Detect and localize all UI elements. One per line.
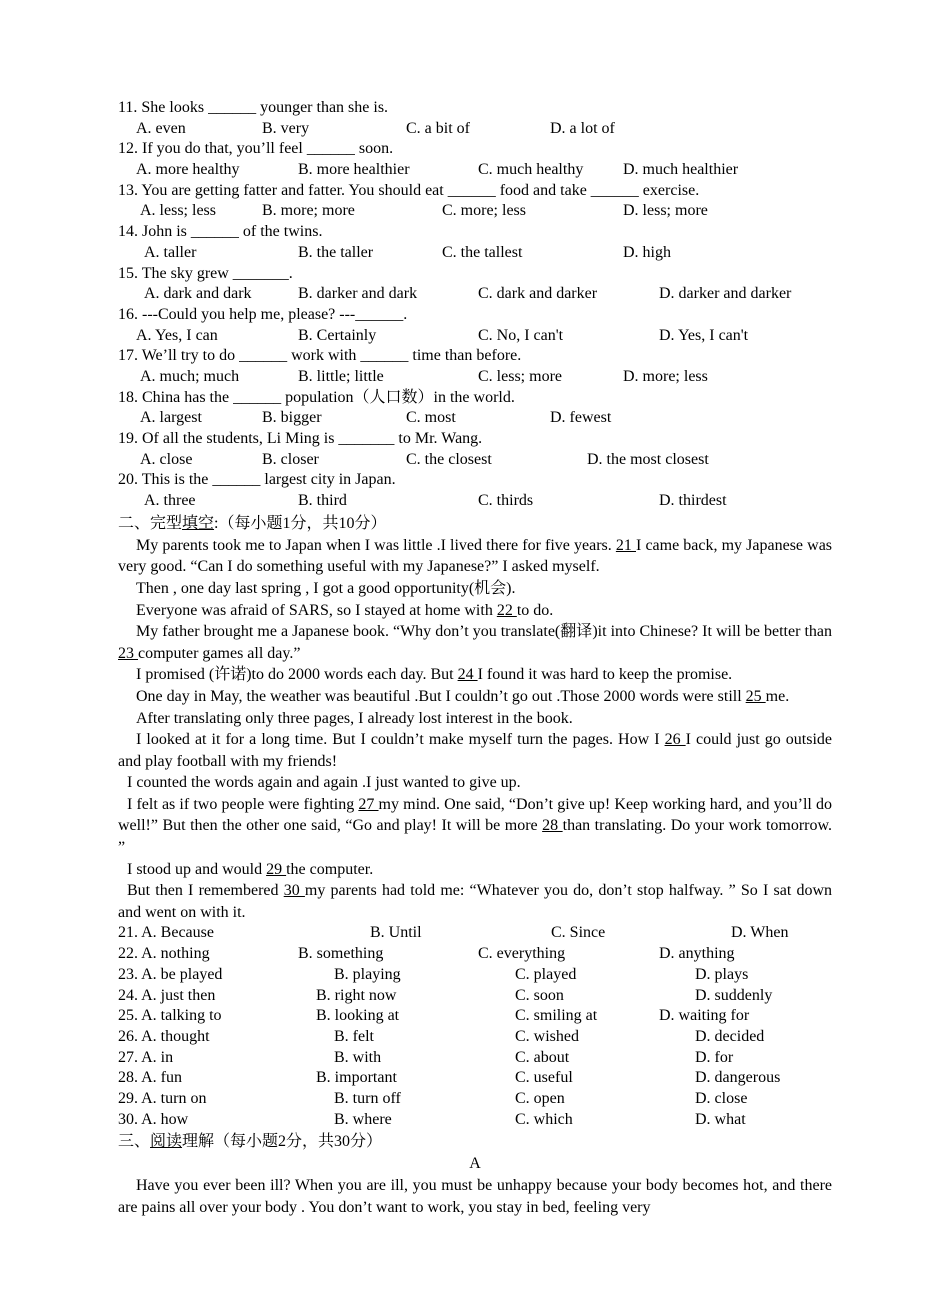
cloze-text: my mind. One said, “Don’t give up! Keep working hard, and you’ll do well!” But then the other one said, “Go and play! It will be more bbox=[118, 795, 832, 835]
question-stem: 16. ---Could you help me, please? ---______. bbox=[118, 305, 408, 323]
cloze-paragraph bbox=[118, 535, 832, 578]
answer-row bbox=[118, 944, 832, 965]
section-2-underlined: 填空 bbox=[182, 514, 215, 532]
cloze-text: Then , one day last spring , I got a good opportunity(机会). bbox=[136, 579, 516, 597]
passage-label: A bbox=[469, 1155, 481, 1173]
cloze-text: My parents took me to Japan when I was little .I lived there for five years. bbox=[136, 536, 616, 554]
cloze-paragraph bbox=[118, 664, 832, 686]
cloze-text: I found it was hard to keep the promise. bbox=[477, 666, 733, 684]
answer-option: B. looking at bbox=[316, 1007, 400, 1025]
question-options bbox=[118, 284, 832, 305]
answer-option: C. everything bbox=[478, 945, 566, 963]
option-d: D. the most closest bbox=[587, 450, 709, 468]
cloze-paragraph bbox=[118, 708, 832, 730]
question-stem: 12. If you do that, you’ll feel ______ soon. bbox=[118, 140, 394, 158]
answer-option: D. plays bbox=[695, 965, 749, 983]
option-a: A. dark and dark bbox=[144, 285, 252, 303]
question-stem: 18. China has the ______ population（人口数）in the world. bbox=[118, 388, 515, 406]
option-b: B. darker and dark bbox=[298, 285, 418, 303]
blank-26: 26 bbox=[664, 731, 686, 749]
option-d: D. thirdest bbox=[659, 492, 727, 510]
answer-option: 27. A. in bbox=[118, 1048, 174, 1066]
cloze-text: I promised (许诺)to do 2000 words each day. But bbox=[136, 666, 458, 684]
option-a: A. taller bbox=[144, 243, 197, 261]
answer-row bbox=[118, 1027, 832, 1048]
cloze-paragraph bbox=[118, 621, 832, 664]
section-2-heading bbox=[118, 513, 832, 535]
section-3-suffix: 理解（每小题2分，共30分） bbox=[182, 1133, 383, 1151]
option-a: A. largest bbox=[140, 409, 202, 427]
answer-row bbox=[118, 1048, 832, 1069]
option-c: C. less; more bbox=[478, 367, 562, 385]
blank-21: 21 bbox=[615, 536, 636, 554]
answer-option: B. with bbox=[334, 1048, 382, 1066]
cloze-text: My father brought me a Japanese book. “Why don’t you translate(翻译)it into Chinese? It will be better than bbox=[136, 623, 832, 641]
blank-28: 28 bbox=[542, 817, 563, 835]
question-options bbox=[118, 408, 832, 429]
option-a: A. three bbox=[144, 492, 196, 510]
option-c: C. a bit of bbox=[406, 119, 470, 137]
answer-row bbox=[118, 1110, 832, 1131]
answer-option: B. important bbox=[316, 1069, 397, 1087]
section-3-prefix: 三、 bbox=[118, 1133, 151, 1151]
answer-row bbox=[118, 1089, 832, 1110]
answer-option: B. something bbox=[298, 945, 384, 963]
question-stem: 14. John is ______ of the twins. bbox=[118, 223, 323, 241]
answer-option: 28. A. fun bbox=[118, 1069, 182, 1087]
question-options bbox=[118, 326, 832, 347]
answer-option: D. decided bbox=[695, 1027, 765, 1045]
answer-option: D. dangerous bbox=[695, 1069, 781, 1087]
section-2-prefix: 二、完型 bbox=[118, 514, 183, 532]
option-b: B. more; more bbox=[262, 202, 355, 220]
cloze-paragraph bbox=[118, 686, 832, 708]
option-c: C. No, I can't bbox=[478, 326, 564, 344]
answer-option: B. where bbox=[334, 1110, 392, 1128]
answer-option: C. which bbox=[515, 1110, 573, 1128]
option-a: A. less; less bbox=[140, 202, 216, 220]
option-c: C. dark and darker bbox=[478, 285, 598, 303]
answer-row bbox=[118, 1006, 832, 1027]
answer-row bbox=[118, 1068, 832, 1089]
option-d: D. fewest bbox=[550, 409, 612, 427]
blank-23: 23 bbox=[118, 644, 138, 662]
answer-option: 25. A. talking to bbox=[118, 1007, 222, 1025]
cloze-paragraph bbox=[118, 794, 832, 859]
cloze-text: I could just go outside and play football with my friends! bbox=[118, 731, 833, 770]
question-stem: 20. This is the ______ largest city in Japan. bbox=[118, 471, 396, 489]
cloze-text: I stood up and would bbox=[127, 860, 267, 878]
answer-option: C. smiling at bbox=[515, 1007, 598, 1025]
exam-page bbox=[118, 98, 832, 1219]
option-c: C. much healthy bbox=[478, 161, 584, 179]
option-a: A. even bbox=[136, 119, 186, 137]
option-a: A. more healthy bbox=[136, 161, 240, 179]
answer-row bbox=[118, 986, 832, 1007]
option-d: D. less; more bbox=[623, 202, 708, 220]
answer-option: B. felt bbox=[334, 1027, 374, 1045]
cloze-text: to do. bbox=[516, 601, 554, 619]
question-options bbox=[118, 119, 832, 140]
answer-option: 30. A. how bbox=[118, 1110, 189, 1128]
cloze-paragraph bbox=[118, 578, 832, 600]
section-2-suffix: :（每小题1分，共10分） bbox=[214, 514, 387, 532]
answer-option: C. useful bbox=[515, 1069, 573, 1087]
option-b: B. very bbox=[262, 119, 310, 137]
cloze-text: After translating only three pages, I already lost interest in the book. bbox=[136, 709, 573, 727]
question-options bbox=[118, 367, 832, 388]
cloze-text: my parents had told me: “Whatever you do, don’t stop halfway. ” So I sat down and went on with it. bbox=[118, 882, 833, 921]
option-a: A. Yes, I can bbox=[136, 326, 218, 344]
answer-option: D. what bbox=[695, 1110, 746, 1128]
cloze-paragraph bbox=[118, 600, 832, 622]
cloze-paragraph bbox=[118, 729, 832, 772]
option-a: A. much; much bbox=[140, 367, 240, 385]
answer-option: C. soon bbox=[515, 986, 564, 1004]
answer-option: D. close bbox=[695, 1089, 748, 1107]
answer-option: 23. A. be played bbox=[118, 965, 223, 983]
option-b: B. third bbox=[298, 492, 347, 510]
cloze-text: I counted the words again and again .I just wanted to give up. bbox=[127, 774, 521, 792]
multiple-choice-section bbox=[118, 98, 832, 512]
cloze-text: I came back, my Japanese was very good. “Can I do something useful with my Japanese?” I asked myself. bbox=[118, 536, 833, 576]
cloze-text: computer games all day.” bbox=[138, 644, 301, 662]
cloze-text: than translating. Do your work tomorrow. ” bbox=[118, 817, 833, 857]
answer-option: C. about bbox=[515, 1048, 570, 1066]
blank-27: 27 bbox=[358, 795, 379, 813]
section-3-underlined: 阅读 bbox=[150, 1133, 183, 1151]
option-d: D. darker and darker bbox=[659, 285, 792, 303]
question-stem: 15. The sky grew _______. bbox=[118, 264, 293, 282]
blank-29: 29 bbox=[266, 860, 287, 878]
cloze-text: But then I remembered bbox=[127, 882, 284, 900]
option-c: C. thirds bbox=[478, 492, 534, 510]
answer-option: C. open bbox=[515, 1089, 565, 1107]
question-options bbox=[118, 243, 832, 264]
cloze-paragraph bbox=[118, 880, 832, 923]
answer-option: B. playing bbox=[334, 965, 401, 983]
option-b: B. Certainly bbox=[298, 326, 377, 344]
answer-option: 21. A. Because bbox=[118, 924, 214, 942]
answer-option: D. When bbox=[731, 924, 789, 942]
cloze-passage bbox=[118, 535, 832, 924]
question-options bbox=[118, 160, 832, 181]
answer-option: C. Since bbox=[551, 924, 606, 942]
blank-30: 30 bbox=[283, 882, 305, 900]
blank-25: 25 bbox=[745, 687, 766, 705]
cloze-text: I felt as if two people were fighting bbox=[127, 795, 359, 813]
answer-option: D. waiting for bbox=[659, 1007, 750, 1025]
answer-option: 26. A. thought bbox=[118, 1027, 210, 1045]
option-d: D. Yes, I can't bbox=[659, 326, 749, 344]
answer-option: D. for bbox=[695, 1048, 734, 1066]
answer-option: 22. A. nothing bbox=[118, 945, 210, 963]
option-a: A. close bbox=[140, 450, 193, 468]
answer-option: B. right now bbox=[316, 986, 397, 1004]
cloze-answer-options bbox=[118, 923, 832, 1130]
question-options bbox=[118, 491, 832, 512]
question-stem: 17. We’ll try to do ______ work with ______ time than before. bbox=[118, 347, 522, 365]
question-stem: 11. She looks ______ younger than she is. bbox=[118, 99, 389, 116]
option-d: D. much healthier bbox=[623, 161, 739, 179]
question-options bbox=[118, 450, 832, 471]
cloze-text: One day in May, the weather was beautiful .But I couldn’t go out .Those 2000 words were still bbox=[136, 687, 746, 705]
question-stem: 13. You are getting fatter and fatter. You should eat ______ food and take ______ exercise. bbox=[118, 181, 700, 199]
answer-option: D. suddenly bbox=[695, 986, 773, 1004]
option-b: B. more healthier bbox=[298, 161, 410, 179]
option-d: D. high bbox=[623, 243, 671, 261]
option-c: C. more; less bbox=[442, 202, 526, 220]
cloze-text: I looked at it for a long time. But I couldn’t make myself turn the pages. How I bbox=[136, 731, 665, 749]
answer-option: B. Until bbox=[370, 924, 422, 942]
cloze-text: me. bbox=[765, 687, 790, 705]
cloze-text: Everyone was afraid of SARS, so I stayed at home with bbox=[136, 601, 497, 619]
answer-option: C. played bbox=[515, 965, 577, 983]
question-stem: 19. Of all the students, Li Ming is _______ to Mr. Wang. bbox=[118, 430, 483, 447]
answer-row bbox=[118, 923, 832, 944]
answer-option: 24. A. just then bbox=[118, 986, 216, 1004]
option-b: B. little; little bbox=[298, 367, 384, 385]
option-d: D. more; less bbox=[623, 367, 708, 385]
blank-24: 24 bbox=[457, 666, 478, 684]
answer-option: D. anything bbox=[659, 945, 735, 963]
option-b: B. bigger bbox=[262, 409, 322, 427]
blank-22: 22 bbox=[496, 601, 517, 619]
option-b: B. the taller bbox=[298, 243, 374, 261]
option-b: B. closer bbox=[262, 450, 319, 468]
option-c: C. most bbox=[406, 409, 456, 427]
cloze-paragraph bbox=[118, 859, 832, 881]
reading-passage-a: Have you ever been ill? When you are ill, you must be unhappy because your body becomes hot, and there are pains all over your body . You don’t want to work, you stay in bed, feeling very bbox=[118, 1177, 832, 1216]
option-c: C. the tallest bbox=[442, 243, 523, 261]
answer-row bbox=[118, 965, 832, 986]
option-d: D. a lot of bbox=[550, 119, 615, 137]
cloze-text: the computer. bbox=[286, 860, 374, 878]
question-options bbox=[118, 201, 832, 222]
answer-option: C. wished bbox=[515, 1027, 579, 1045]
option-c: C. the closest bbox=[406, 450, 492, 468]
answer-option: B. turn off bbox=[334, 1089, 401, 1107]
cloze-paragraph bbox=[118, 772, 832, 794]
section-3-heading bbox=[118, 1131, 832, 1153]
answer-option: 29. A. turn on bbox=[118, 1089, 207, 1107]
